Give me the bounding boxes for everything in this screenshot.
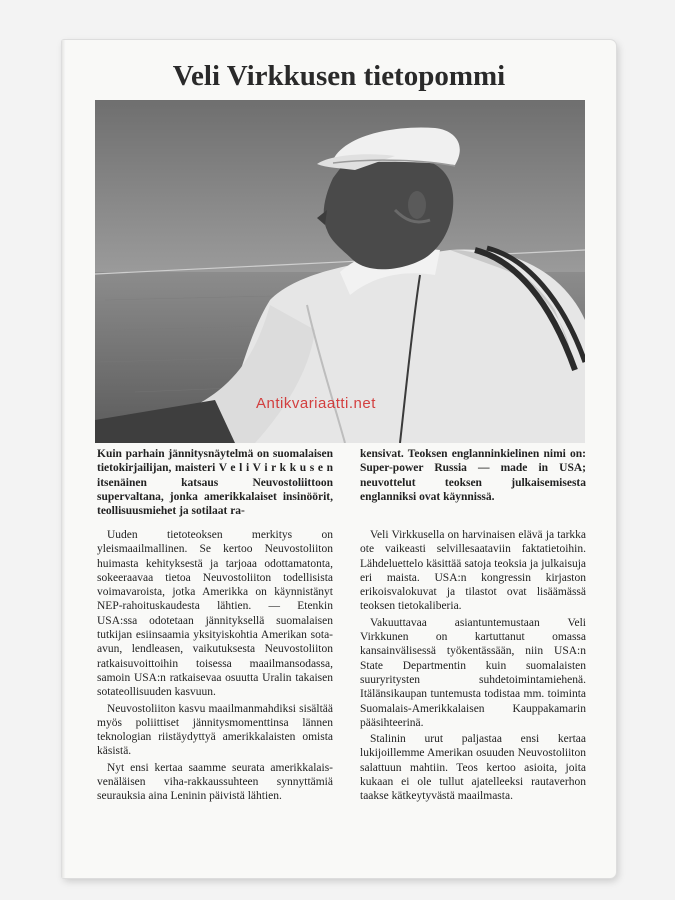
author-photo (95, 100, 585, 443)
lead-paragraph-right: kensivat. Teoksen englanninkielinen nimi on: Super-power Russia — made in USA; neuvottelut teoksen julkaisemisesta englanniksi ovat käynnissä. (360, 448, 586, 503)
book-title: Veli Virkkusen tietopommi (172, 60, 506, 92)
body-right-paragraph: Vakuuttavaa asiantuntemustaan Veli Virkkunen on kartuttanut omassa kansainvälisessä työkentässään, niin USA:n State Departmentin kuin suomalaisten suuryritysten suhdetoimintamiehenä. Itälänsikaupan tuntemusta todistaa mm. toiminta Suomalais-Amerikkalaisen Kauppakamarin pääsihteerinä. (360, 616, 586, 729)
body-right-paragraph: Veli Virkkusella on harvinaisen elävä ja tarkka ote vaikeasti selvillesaataviin faktatietoihin. Lähdeluettelo käsittää satoja teoksia ja julkaisuja eri maista. USA:n kongressin kirjaston erikoisvalokuvat ja tilastot ovat lisäämässä teoksen tietokaliberia. (360, 529, 586, 613)
watermark-text: Antikvariaatti.net (256, 395, 376, 412)
body-left-paragraph: Neuvostoliiton kasvu maailmanmahdiksi sisältää myös poliittiset jännitysmomenttinsa lännen teknologian riistäydyttyä amerikkalaisten omista käsistä. (97, 702, 333, 758)
body-column-right (360, 528, 586, 806)
body-left-paragraph: Nyt ensi kertaa saamme seurata amerikkalais-venäläisen viha-rakkaussuhteen synnyttämiä seurauksia aina Leninin päivistä lähtien. (97, 761, 333, 803)
spine-edge (62, 40, 66, 878)
body-column-left (97, 528, 333, 806)
lead-paragraph-left: Kuin parhain jännitysnäytelmä on suomalaisen tietokirjailijan, maisteri V e l i V i r k k u s e n itsenäinen katsaus Neuvostoliittoon supervaltana, jonka amerikkalaiset insinöörit, teollisuusmiehet ja sotilaat ra- (97, 448, 333, 518)
body-right-paragraph: Stalinin urut paljastaa ensi kertaa lukijoillemme Amerikan osuuden Neuvostoliiton salattuun mahtiin. Teos kertoo asioita, joita kukaan ei ole tullut ajatelleeksi rautaverhon taakse kätkeytyvästä maailmasta. (360, 733, 586, 803)
body-left-paragraph: Uuden tietoteoksen merkitys on yleismaailmallinen. Se kertoo Neuvostoliiton huimasta kehityksestä ja tarjoaa odottamatonta, sokeeraavaa tietoa Neuvostoliiton todellisista voimavaroista, jotka Amerikka on käynnistänyt NEP-rahoituskaudesta lähtien. — Etenkin USA:ssa odotetaan jännityksellä suomalaisen tutkijan esiinsaamia yksityiskohtia Amerikan sota-avun, lendleasen, vaikutuksesta Neuvostoliiton ratkaisuvoittoihin toisessa maailmansodassa, samoin USA:n ratkaisevaa osuutta Uralin takaisen sotateollisuuden kasvuun. (97, 529, 333, 699)
